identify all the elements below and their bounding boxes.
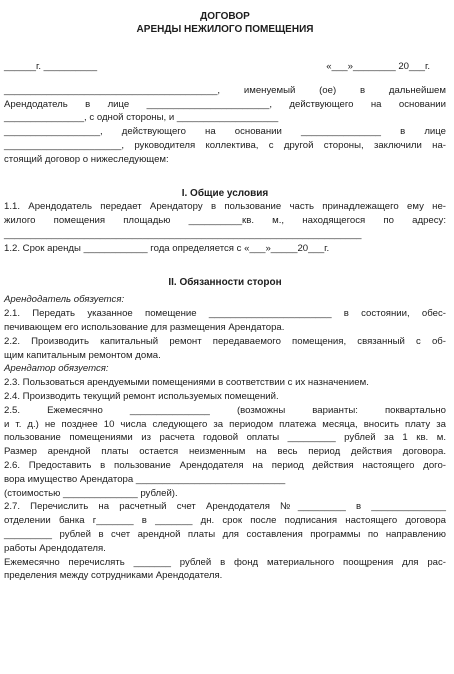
clause-line: печивающем его использование для размещения Арендатора. bbox=[4, 321, 285, 333]
parties-block bbox=[4, 84, 446, 167]
document-subtitle: АРЕНДЫ НЕЖИЛОГО ПОМЕЩЕНИЯ bbox=[136, 24, 314, 35]
clause-line: отделении банка г_______ в _______ дн. срок после подписания настоящего договора bbox=[4, 515, 446, 527]
clause-line: щим капитальным ремонтом дома. bbox=[4, 349, 161, 361]
clause-line: Размер арендной платы остается неизменным на весь период действия договора. bbox=[4, 446, 446, 458]
parties-line: ________________________________________, именуемый (ое) в дальнейшем bbox=[4, 84, 446, 96]
place-line: ______г. __________ bbox=[4, 61, 98, 72]
clause-line: работы Арендодателя. bbox=[4, 542, 106, 554]
clause-line: 2.4. Производить текущий ремонт используемых помещений. bbox=[4, 390, 279, 402]
clause-line: 2.2. Производить капитальный ремонт передаваемого помещения, связанный с об- bbox=[4, 335, 446, 347]
section-2-title: II. Обязанности сторон bbox=[168, 276, 282, 288]
clause-line: пользование помещениями из расчета годовой оплаты _________ рублей за 1 кв. м. bbox=[4, 432, 446, 444]
clause-line: 2.3. Пользоваться арендуемыми помещениями в соответствии с их назначением. bbox=[4, 377, 369, 389]
clause-line: _________ рублей в счет арендной платы для составления программы по направлению bbox=[4, 528, 446, 540]
clause-line: вора имущество Арендатора ____________________________ bbox=[4, 473, 286, 485]
parties-line: ______________________, руководителя коллектива, с другой стороны, заключили на- bbox=[4, 139, 446, 151]
date-line: «___»________ 20___г. bbox=[326, 61, 430, 72]
section-1-title: I. Общие условия bbox=[181, 187, 269, 199]
section-1-body bbox=[4, 200, 446, 255]
clause-line: 2.5. Ежемесячно _______________ (возможны варианты: поквартально bbox=[4, 404, 446, 416]
landlord-obligations-heading: Арендодатель обязуется: bbox=[4, 294, 125, 306]
parties-line: __________________, действующего на основании _______________ в лице bbox=[4, 126, 446, 138]
parties-line: _______________, с одной стороны, и ___________________ bbox=[4, 112, 279, 124]
clause-line: ___________________________________________________________________ bbox=[4, 228, 362, 240]
clause-line: пределения между сотрудниками Арендодателя. bbox=[4, 570, 223, 582]
clause-line: 1.1. Арендодатель передает Арендатору в пользование часть принадлежащего ему не- bbox=[4, 201, 446, 213]
clause-line: 2.1. Передать указанное помещение _______________________ в состоянии, обес- bbox=[4, 308, 446, 320]
section-2-body bbox=[4, 293, 446, 583]
clause-line: (стоимостью ______________ рублей). bbox=[4, 487, 178, 499]
clause-line: и т. д.) не позднее 10 числа следующего за периодом платежа месяца, вносить плату за bbox=[4, 418, 446, 430]
document-title: ДОГОВОР bbox=[200, 11, 250, 22]
parties-line: Арендодатель в лице _______________________, действующего на основании bbox=[4, 98, 446, 110]
clause-line: жилого помещения площадью __________кв. м., находящегося по адресу: bbox=[4, 215, 446, 227]
clause-line: Ежемесячно перечислять _______ рублей в фонд материального поощрения для рас- bbox=[4, 556, 446, 568]
clause-line: 1.2. Срок аренды ____________ года определяется с «___»_____20___г. bbox=[4, 242, 330, 254]
place-date-row bbox=[4, 60, 446, 74]
parties-line: стоящий договор о нижеследующем: bbox=[4, 153, 169, 165]
tenant-obligations-heading: Арендатор обязуется: bbox=[4, 363, 109, 375]
clause-line: 2.7. Перечислить на расчетный счет Арендодателя №_________ в ______________ bbox=[4, 501, 446, 513]
clause-line: 2.6. Предоставить в пользование Арендодателя на период действия настоящего дого- bbox=[4, 459, 446, 471]
